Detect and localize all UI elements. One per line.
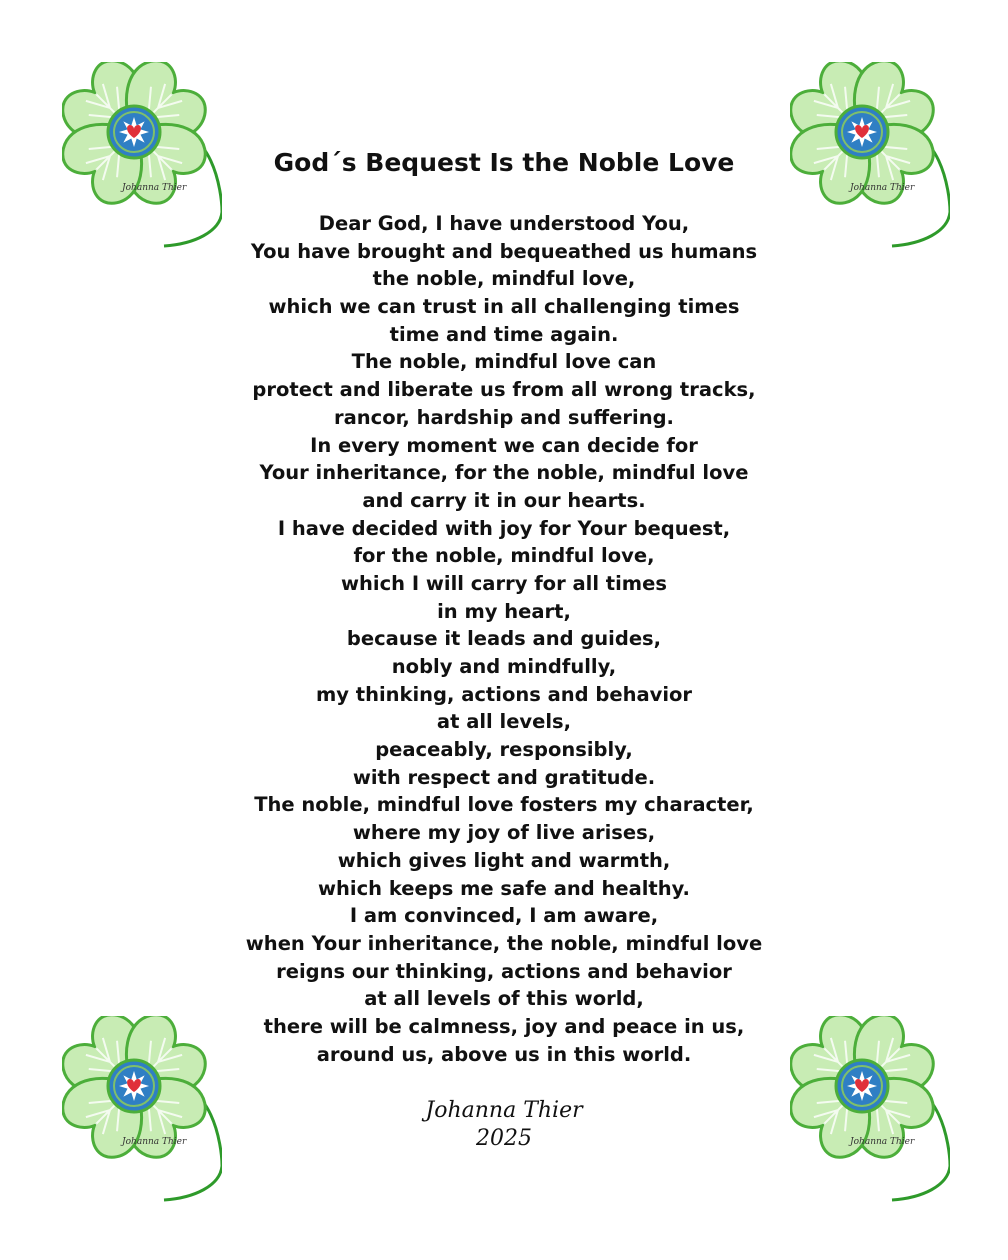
poem-year: 2025 bbox=[476, 1126, 532, 1151]
poem-line: for the noble, mindful love, bbox=[353, 544, 655, 568]
poem-line: which we can trust in all challenging times bbox=[268, 295, 740, 319]
poem-line: which I will carry for all times bbox=[341, 571, 667, 595]
poem-line: which keeps me safe and healthy. bbox=[318, 876, 690, 900]
poem-body bbox=[204, 210, 804, 1068]
poem-line: Your inheritance, for the noble, mindful love bbox=[259, 461, 749, 485]
poem-line: when Your inheritance, the noble, mindful love bbox=[245, 931, 763, 955]
svg-text:Johanna Thier: Johanna Thier bbox=[850, 1137, 915, 1147]
svg-text:Johanna Thier: Johanna Thier bbox=[850, 183, 915, 193]
poem-line: protect and liberate us from all wrong tracks, bbox=[252, 378, 756, 402]
clover-icon-bottom-right bbox=[790, 1016, 950, 1206]
poem-title: God´s Bequest Is the Noble Love bbox=[273, 148, 735, 177]
poem-line: at all levels of this world, bbox=[364, 987, 644, 1011]
poem-line: nobly and mindfully, bbox=[391, 655, 617, 678]
poem-line: You have brought and bequeathed us humans bbox=[250, 239, 758, 263]
poem-line: I have decided with joy for Your bequest, bbox=[277, 516, 731, 540]
poem-line: which gives light and warmth, bbox=[337, 848, 671, 872]
poem-line: time and time again. bbox=[389, 322, 619, 346]
poem-line: because it leads and guides, bbox=[346, 627, 662, 651]
poem-line: and carry it in our hearts. bbox=[362, 488, 646, 512]
poem-line: The noble, mindful love fosters my character, bbox=[254, 793, 754, 817]
poem-line: my thinking, actions and behavior bbox=[315, 682, 693, 706]
signature bbox=[304, 1097, 704, 1153]
poem-line: reigns our thinking, actions and behavior bbox=[276, 959, 732, 983]
svg-text:Johanna Thier: Johanna Thier bbox=[122, 1137, 187, 1147]
author-name: Johanna Thier bbox=[425, 1098, 583, 1123]
poem-line: I am convinced, I am aware, bbox=[349, 904, 659, 928]
poem-line: around us, above us in this world. bbox=[316, 1042, 692, 1066]
poem-line: there will be calmness, joy and peace in us, bbox=[263, 1014, 745, 1038]
poem-line: at all levels, bbox=[436, 710, 572, 734]
poem-line: In every moment we can decide for bbox=[310, 433, 698, 457]
poem-line: rancor, hardship and suffering. bbox=[334, 405, 674, 429]
clover-icon-bottom-left bbox=[62, 1016, 222, 1206]
poem-line: The noble, mindful love can bbox=[351, 350, 657, 374]
clover-icon-top-right bbox=[790, 62, 950, 252]
svg-text:Johanna Thier: Johanna Thier bbox=[122, 183, 187, 193]
poem-line: the noble, mindful love, bbox=[372, 267, 636, 291]
poem-line: with respect and gratitude. bbox=[352, 765, 656, 789]
poem-line: peaceably, responsibly, bbox=[375, 738, 633, 762]
poem-line: in my heart, bbox=[437, 599, 571, 623]
poem-line: where my joy of live arises, bbox=[352, 821, 656, 845]
clover-icon-top-left bbox=[62, 62, 222, 252]
poem-line: Dear God, I have understood You, bbox=[318, 212, 690, 235]
